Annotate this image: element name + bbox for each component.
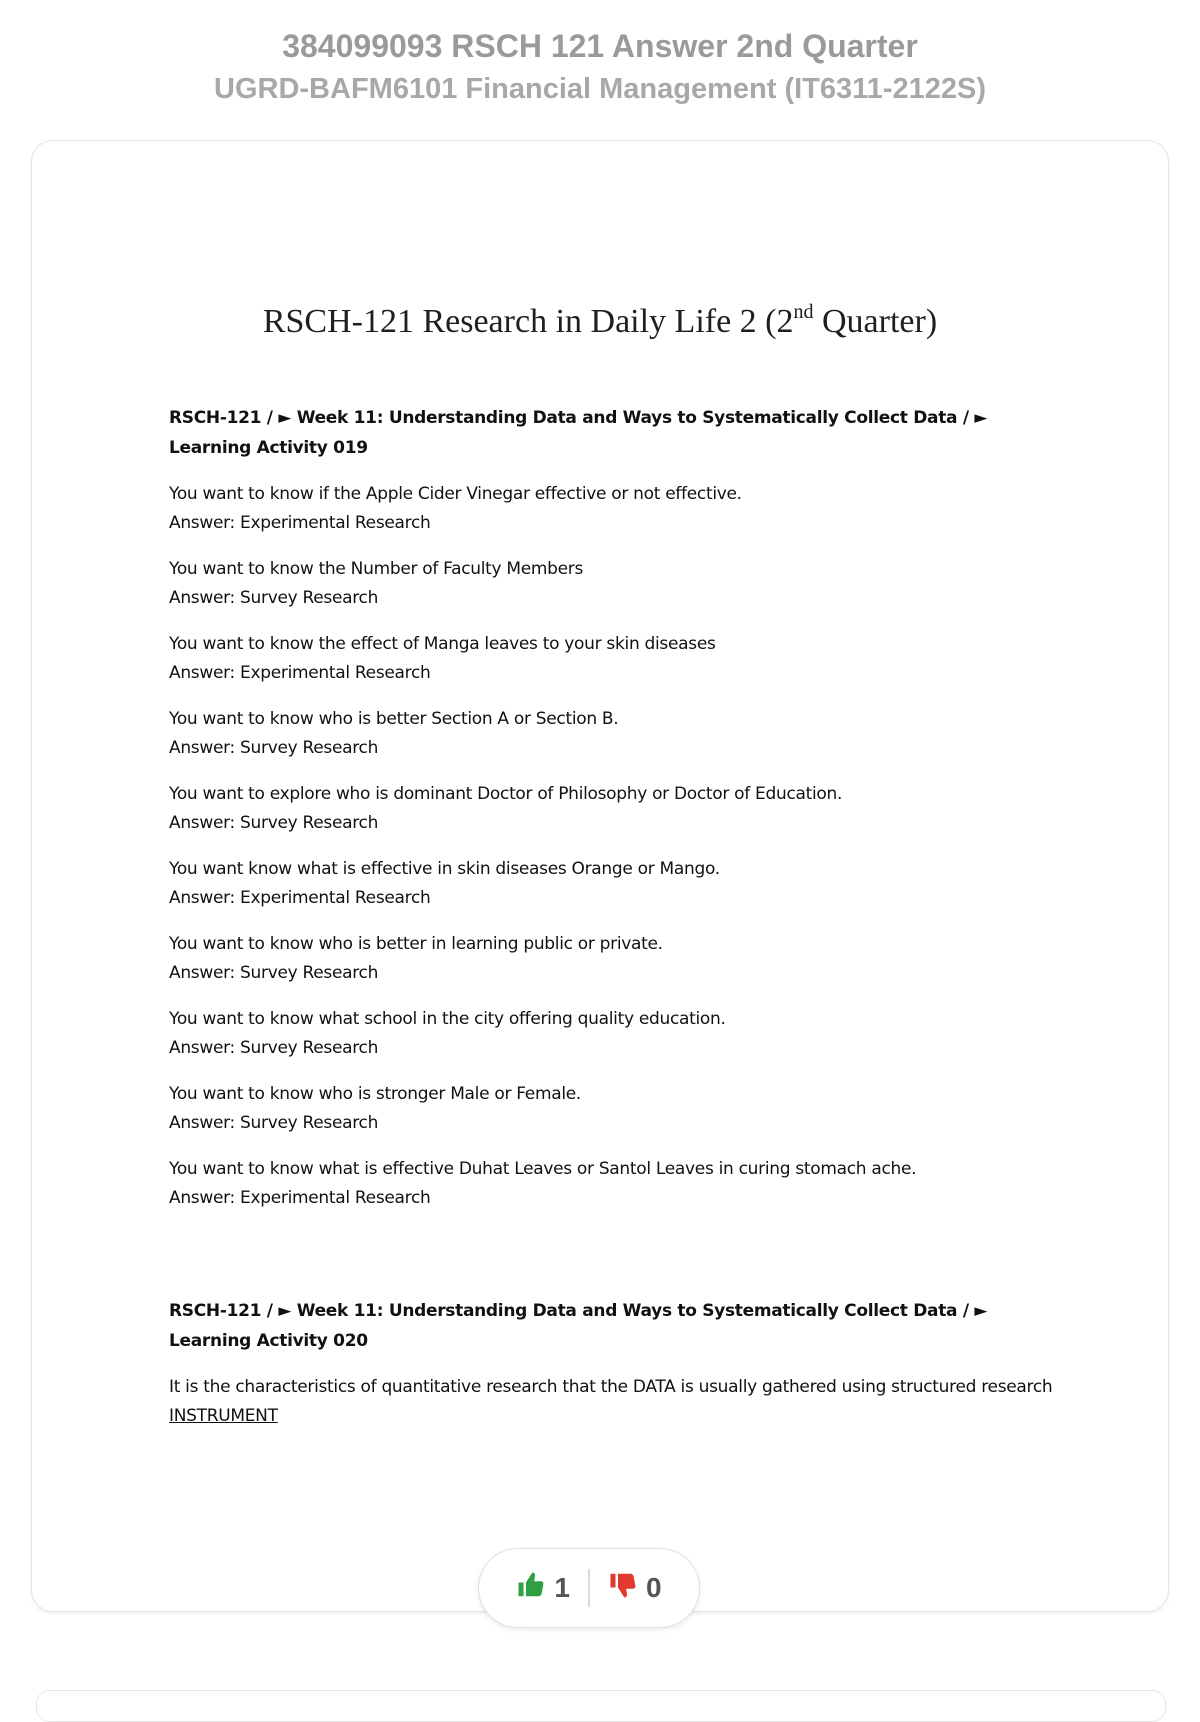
vote-divider [588, 1569, 590, 1607]
answer-text: Answer: Survey Research [169, 588, 379, 608]
upvote-count: 1 [554, 1572, 570, 1603]
breadcrumb-activity-019: RSCH-121 / ► Week 11: Understanding Data and Ways to Systematically Collect Data / ► Learning Activity 019 [169, 408, 988, 458]
question-text: You want to know the effect of Manga leaves to your skin diseases [169, 634, 716, 654]
heading-main: RSCH-121 Research in Daily Life 2 (2 [262, 303, 794, 340]
vote-widget [478, 1548, 700, 1628]
qa-item [169, 780, 1069, 838]
upvote-button[interactable] [516, 1570, 570, 1607]
question-text: You want to know who is better Section A or Section B. [169, 709, 619, 729]
heading-end: Quarter) [813, 303, 938, 340]
qa-item [169, 930, 1069, 988]
course-subtitle: UGRD-BAFM6101 Financial Management (IT6311-2122S) [214, 73, 986, 105]
qa-item [169, 555, 1069, 613]
qa-item [169, 1155, 1069, 1213]
question-text: You want to know what school in the city offering quality education. [169, 1009, 726, 1029]
document-title: 384099093 RSCH 121 Answer 2nd Quarter [282, 28, 918, 64]
question-text: You want to know if the Apple Cider Vinegar effective or not effective. [169, 484, 742, 504]
document-body [169, 403, 1069, 1448]
question-text: You want to know who is better in learning public or private. [169, 934, 663, 954]
statement-text: It is the characteristics of quantitative research that the DATA is usually gathered using structured research [169, 1377, 1053, 1397]
qa-item [169, 630, 1069, 688]
statement-answer-blank: INSTRUMENT [169, 1406, 278, 1426]
downvote-button[interactable] [608, 1570, 662, 1607]
qa-item [169, 705, 1069, 763]
section-spacer [169, 1230, 1069, 1296]
qa-item [169, 480, 1069, 538]
answer-text: Answer: Experimental Research [169, 513, 431, 533]
statement-item [169, 1373, 1069, 1431]
next-page-card-edge [36, 1690, 1166, 1722]
question-text: You want to know the Number of Faculty Members [169, 559, 584, 579]
answer-text: Answer: Experimental Research [169, 663, 431, 683]
answer-text: Answer: Survey Research [169, 813, 379, 833]
question-text: You want know what is effective in skin diseases Orange or Mango. [169, 859, 720, 879]
qa-item [169, 855, 1069, 913]
document-heading [32, 303, 1168, 341]
qa-item [169, 1080, 1069, 1138]
heading-superscript: nd [793, 301, 814, 323]
question-text: You want to explore who is dominant Doctor of Philosophy or Doctor of Education. [169, 784, 843, 804]
question-text: You want to know who is stronger Male or Female. [169, 1084, 582, 1104]
answer-text: Answer: Survey Research [169, 1113, 379, 1133]
question-text: You want to know what is effective Duhat Leaves or Santol Leaves in curing stomach ache. [169, 1159, 917, 1179]
breadcrumb-activity-020: RSCH-121 / ► Week 11: Understanding Data and Ways to Systematically Collect Data / ► Learning Activity 020 [169, 1301, 988, 1351]
answer-text: Answer: Survey Research [169, 738, 379, 758]
thumbs-up-icon [516, 1570, 546, 1607]
downvote-count: 0 [646, 1572, 662, 1603]
document-page [31, 140, 1169, 1612]
qa-item [169, 1005, 1069, 1063]
answer-text: Answer: Survey Research [169, 1038, 379, 1058]
answer-text: Answer: Survey Research [169, 963, 379, 983]
thumbs-down-icon [608, 1570, 638, 1607]
answer-text: Answer: Experimental Research [169, 1188, 431, 1208]
answer-text: Answer: Experimental Research [169, 888, 431, 908]
page-header [0, 0, 1200, 110]
